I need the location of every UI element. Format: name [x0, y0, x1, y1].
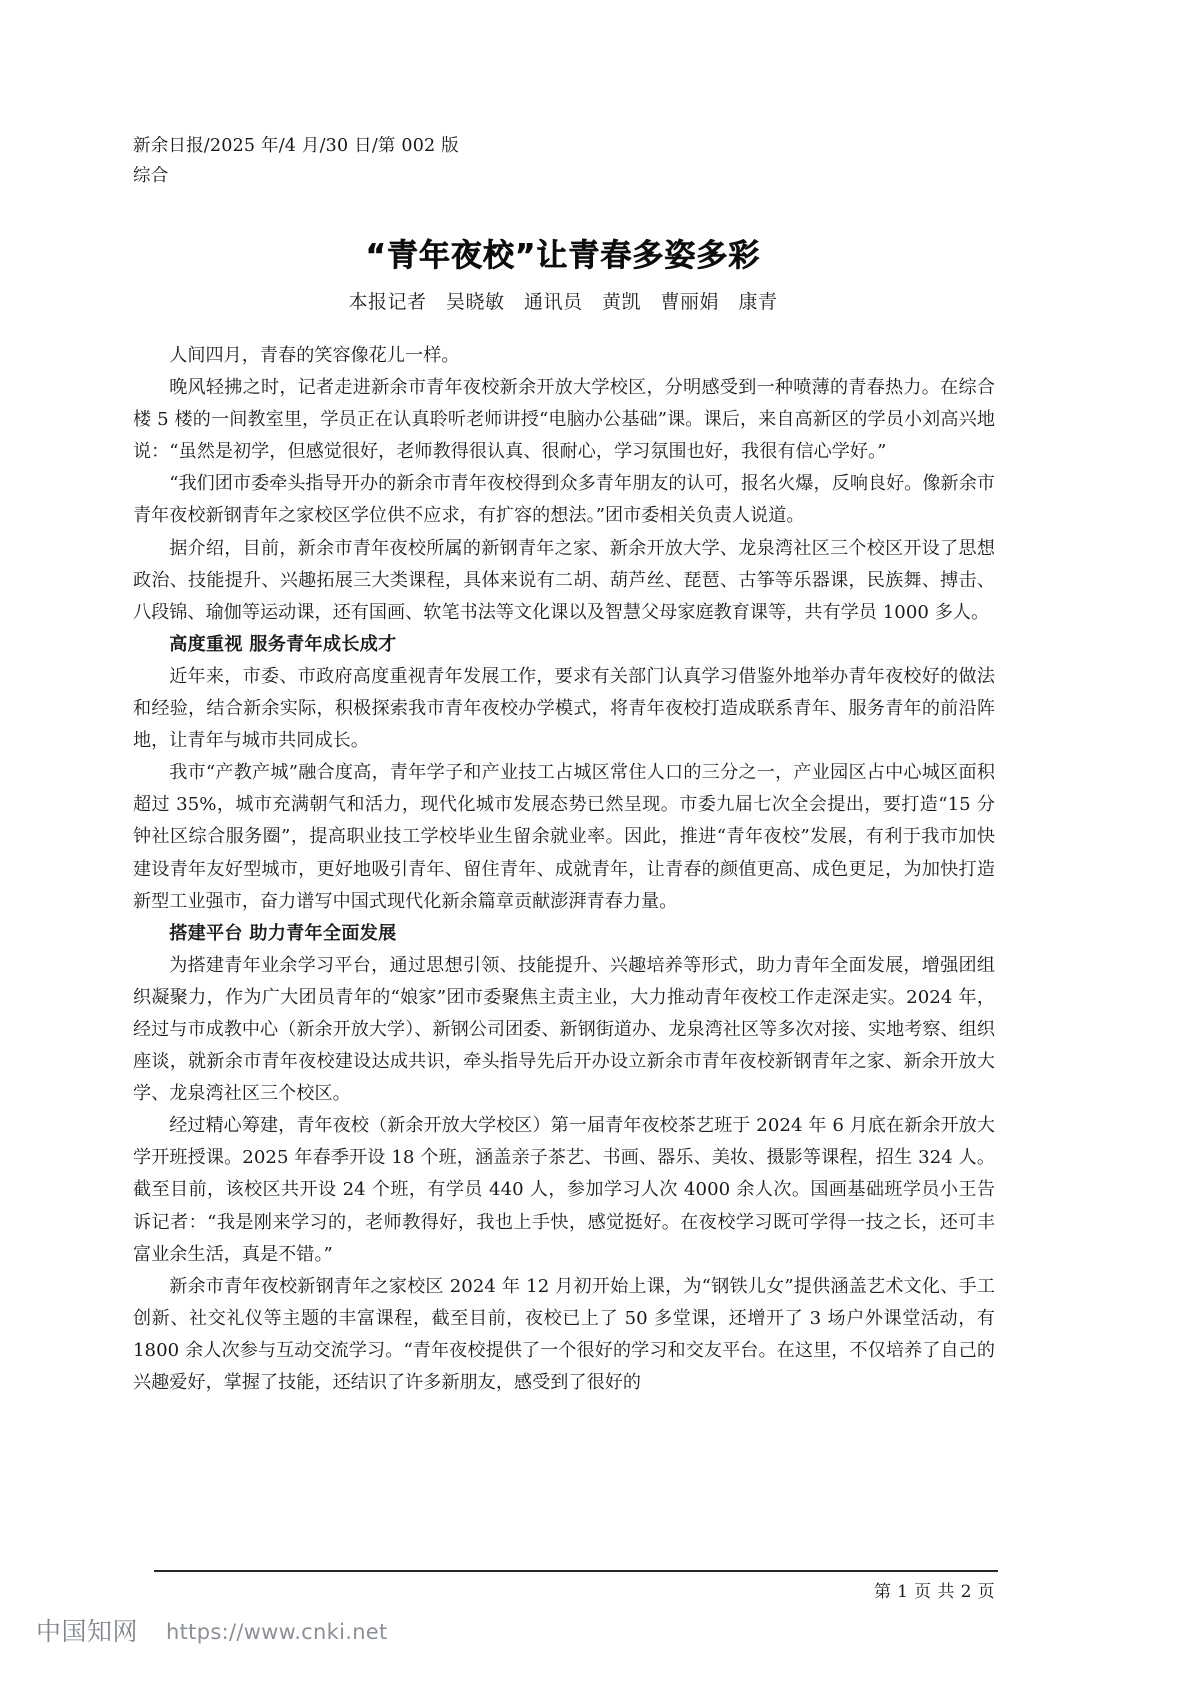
cnki-watermark — [36, 1617, 388, 1647]
footer-divider — [154, 1570, 998, 1572]
masthead-section: 综合 — [133, 166, 169, 186]
article-byline: 本报记者 吴晓敏 通讯员 黄凯 曹丽娟 康青 — [348, 291, 778, 313]
cnki-logo: 中国知网 — [36, 1617, 139, 1646]
page-title: “青年夜校”让青春多姿多彩 — [365, 237, 761, 274]
body-paragraph: 晚风轻拂之时，记者走进新余市青年夜校新余开放大学校区，分明感受到一种喷薄的青春热力。在综合楼 5 楼的一间教室里，学员正在认真聆听老师讲授“电脑办公基础”课。课后，来自高新区的学员小刘高兴地说：“虽然是初学，但感觉很好，老师教得很认真、很耐心，学习氛围也好，我很有信心学好。” — [133, 377, 995, 463]
section-subheading: 高度重视 服务青年成长成才 — [169, 633, 397, 655]
masthead — [133, 131, 993, 191]
article-body — [133, 340, 995, 1399]
cnki-url: https://www.cnki.net — [166, 1620, 388, 1644]
body-paragraph: 为搭建青年业余学习平台，通过思想引领、技能提升、兴趣培养等形式，助力青年全面发展，增强团组织凝聚力，作为广大团员青年的“娘家”团市委聚焦主责主业，大力推动青年夜校工作走深走实。2024 年，经过与市成教中心（新余开放大学）、新钢公司团委、新钢街道办、龙泉湾社区等多次对接、实地考察、组织座谈，就新余市青年夜校建设达成共识，牵头指导先后开办设立新余市青年夜校新钢青年之家、新余开放大学、龙泉湾社区三个校区。 — [133, 954, 995, 1105]
section-subheading: 搭建平台 助力青年全面发展 — [169, 922, 397, 944]
body-paragraph: 近年来，市委、市政府高度重视青年发展工作，要求有关部门认真学习借鉴外地举办青年夜校好的做法和经验，结合新余实际，积极探索我市青年夜校办学模式，将青年夜校打造成联系青年、服务青年的前沿阵地，让青年与城市共同成长。 — [133, 665, 995, 752]
masthead-source: 新余日报/2025 年/4 月/30 日/第 002 版 — [133, 136, 459, 156]
body-paragraph: “我们团市委牵头指导开办的新余市青年夜校得到众多青年朋友的认可，报名火爆，反响良好。像新余市青年夜校新钢青年之家校区学位供不应求，有扩容的想法。”团市委相关负责人说道。 — [133, 473, 995, 527]
body-paragraph: 据介绍，目前，新余市青年夜校所属的新钢青年之家、新余开放大学、龙泉湾社区三个校区开设了思想政治、技能提升、兴趣拓展三大类课程，具体来说有二胡、葫芦丝、琵琶、古筝等乐器课，民族舞、搏击、八段锦、瑜伽等运动课，还有国画、软笔书法等文化课以及智慧父母家庭教育课等，共有学员 1000 多人。 — [133, 537, 995, 623]
body-paragraph: 人间四月，青春的笑容像花儿一样。 — [169, 345, 460, 366]
body-paragraph: 我市“产教产城”融合度高，青年学子和产业技工占城区常住人口的三分之一，产业园区占中心城区面积超过 35%，城市充满朝气和活力，现代化城市发展态势已然呈现。市委九届七次全会提出，要打造“15 分钟社区综合服务圈”，提高职业技工学校毕业生留余就业率。因此，推进“青年夜校”发展，有利于我市加快建设青年友好型城市，更好地吸引青年、留住青年、成就青年，让青春的颜值更高、成色更足，为加快打造新型工业强市，奋力谱写中国式现代化新余篇章贡献澎湃青春力量。 — [133, 762, 995, 912]
body-paragraph: 经过精心筹建，青年夜校（新余开放大学校区）第一届青年夜校茶艺班于 2024 年 6 月底在新余开放大学开班授课。2025 年春季开设 18 个班，涵盖亲子茶艺、书画、器乐、美妆、摄影等课程，招生 324 人。截至目前，该校区共开设 24 个班，有学员 440 人，参加学习人次 4000 余人次。国画基础班学员小王告诉记者：“我是刚来学习的，老师教得好，我也上手快，感觉挺好。在夜校学习既可学得一技之长，还可丰富业余生活，真是不错。” — [133, 1115, 995, 1265]
body-paragraph: 新余市青年夜校新钢青年之家校区 2024 年 12 月初开始上课，为“钢铁儿女”提供涵盖艺术文化、手工创新、社交礼仪等主题的丰富课程，截至目前，夜校已上了 50 多堂课，还增开了 3 场户外课堂活动，有 1800 余人次参与互动交流学习。“青年夜校提供了一个很好的学习和交友平台。在这里，不仅培养了自己的兴趣爱好，掌握了技能，还结识了许多新朋友，感受到了很好的 — [133, 1275, 995, 1393]
page-number: 第 1 页 共 2 页 — [873, 1582, 995, 1602]
